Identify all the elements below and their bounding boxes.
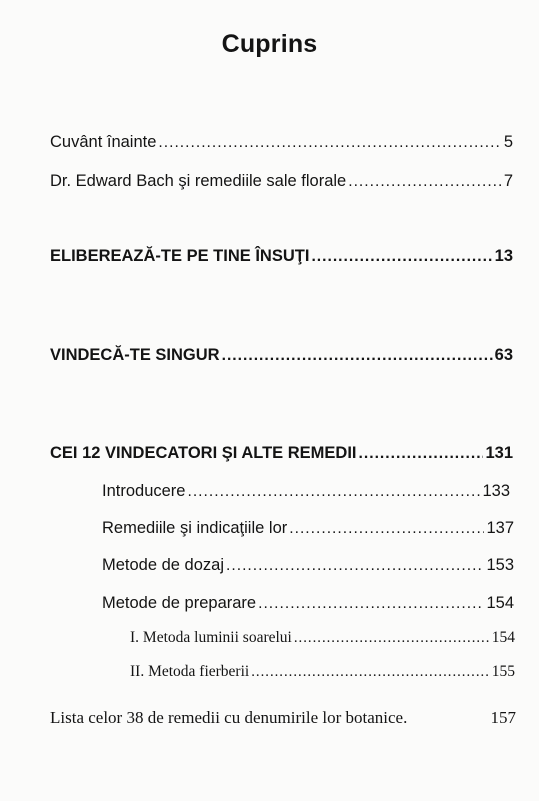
toc-entry (102, 482, 510, 501)
toc-entry-label: Remediile şi indicaţiile lor (102, 519, 288, 537)
toc-leader-dots (158, 134, 501, 152)
toc-entry (50, 346, 513, 365)
toc-entry-page: 153 (486, 556, 514, 574)
toc-entry (50, 444, 513, 463)
toc-entry-page: 154 (486, 594, 514, 612)
toc-leader-dots (251, 664, 490, 681)
toc-entry-label: I. Metoda luminii soarelui (130, 629, 292, 646)
toc-entry (102, 594, 514, 613)
toc-entry (50, 172, 513, 191)
page-title: Cuprins (221, 30, 318, 58)
toc-entry (102, 519, 514, 538)
toc-entry-page: 137 (486, 519, 514, 537)
toc-leader-dots (359, 445, 484, 463)
toc-leader-dots (311, 248, 492, 266)
toc-entry (102, 556, 514, 575)
toc-entry-page: 13 (494, 247, 513, 265)
toc-leader-dots (258, 595, 484, 613)
toc-entry (130, 663, 515, 681)
toc-entry (50, 133, 513, 152)
toc-leader-dots (294, 630, 490, 647)
toc-entry-page: 154 (491, 629, 515, 646)
toc-entry-page: 5 (503, 133, 513, 151)
toc-entry-page: 155 (491, 663, 515, 680)
toc-entry-label: Metode de preparare (102, 594, 257, 612)
toc-leader-dots (222, 347, 493, 365)
toc-entry-label: Introducere (102, 482, 186, 500)
toc-leader-dots (348, 173, 502, 191)
toc-entry-label: Cuvânt înainte (50, 133, 157, 151)
toc-entry-label: Lista celor 38 de remedii cu denumirile lor botanice. (50, 708, 408, 727)
toc-entry-label: VINDECĂ-TE SINGUR (50, 346, 220, 364)
toc-leader-dots (226, 557, 484, 575)
toc-entry-page: 133 (482, 482, 510, 500)
toc-entry-label: Dr. Edward Bach şi remediile sale florale (50, 172, 347, 190)
toc-entry-page: 63 (494, 346, 513, 364)
toc-entry-label: II. Metoda fierberii (130, 663, 250, 680)
toc-entry-page: 157 (490, 708, 516, 727)
toc-leader-dots (289, 520, 484, 538)
toc-entry-label: ELIBEREAZĂ-TE PE TINE ÎNSUŢI (50, 247, 310, 265)
toc-entry-label: Metode de dozaj (102, 556, 225, 574)
toc-entry-label: CEI 12 VINDECATORI ŞI ALTE REMEDII (50, 444, 357, 462)
toc-entry (50, 708, 516, 728)
toc-entry-page: 131 (485, 444, 513, 462)
toc-leader-dots (187, 483, 480, 501)
toc-entry-page: 7 (503, 172, 513, 190)
toc-entry (50, 247, 513, 266)
toc-entry (130, 629, 515, 647)
